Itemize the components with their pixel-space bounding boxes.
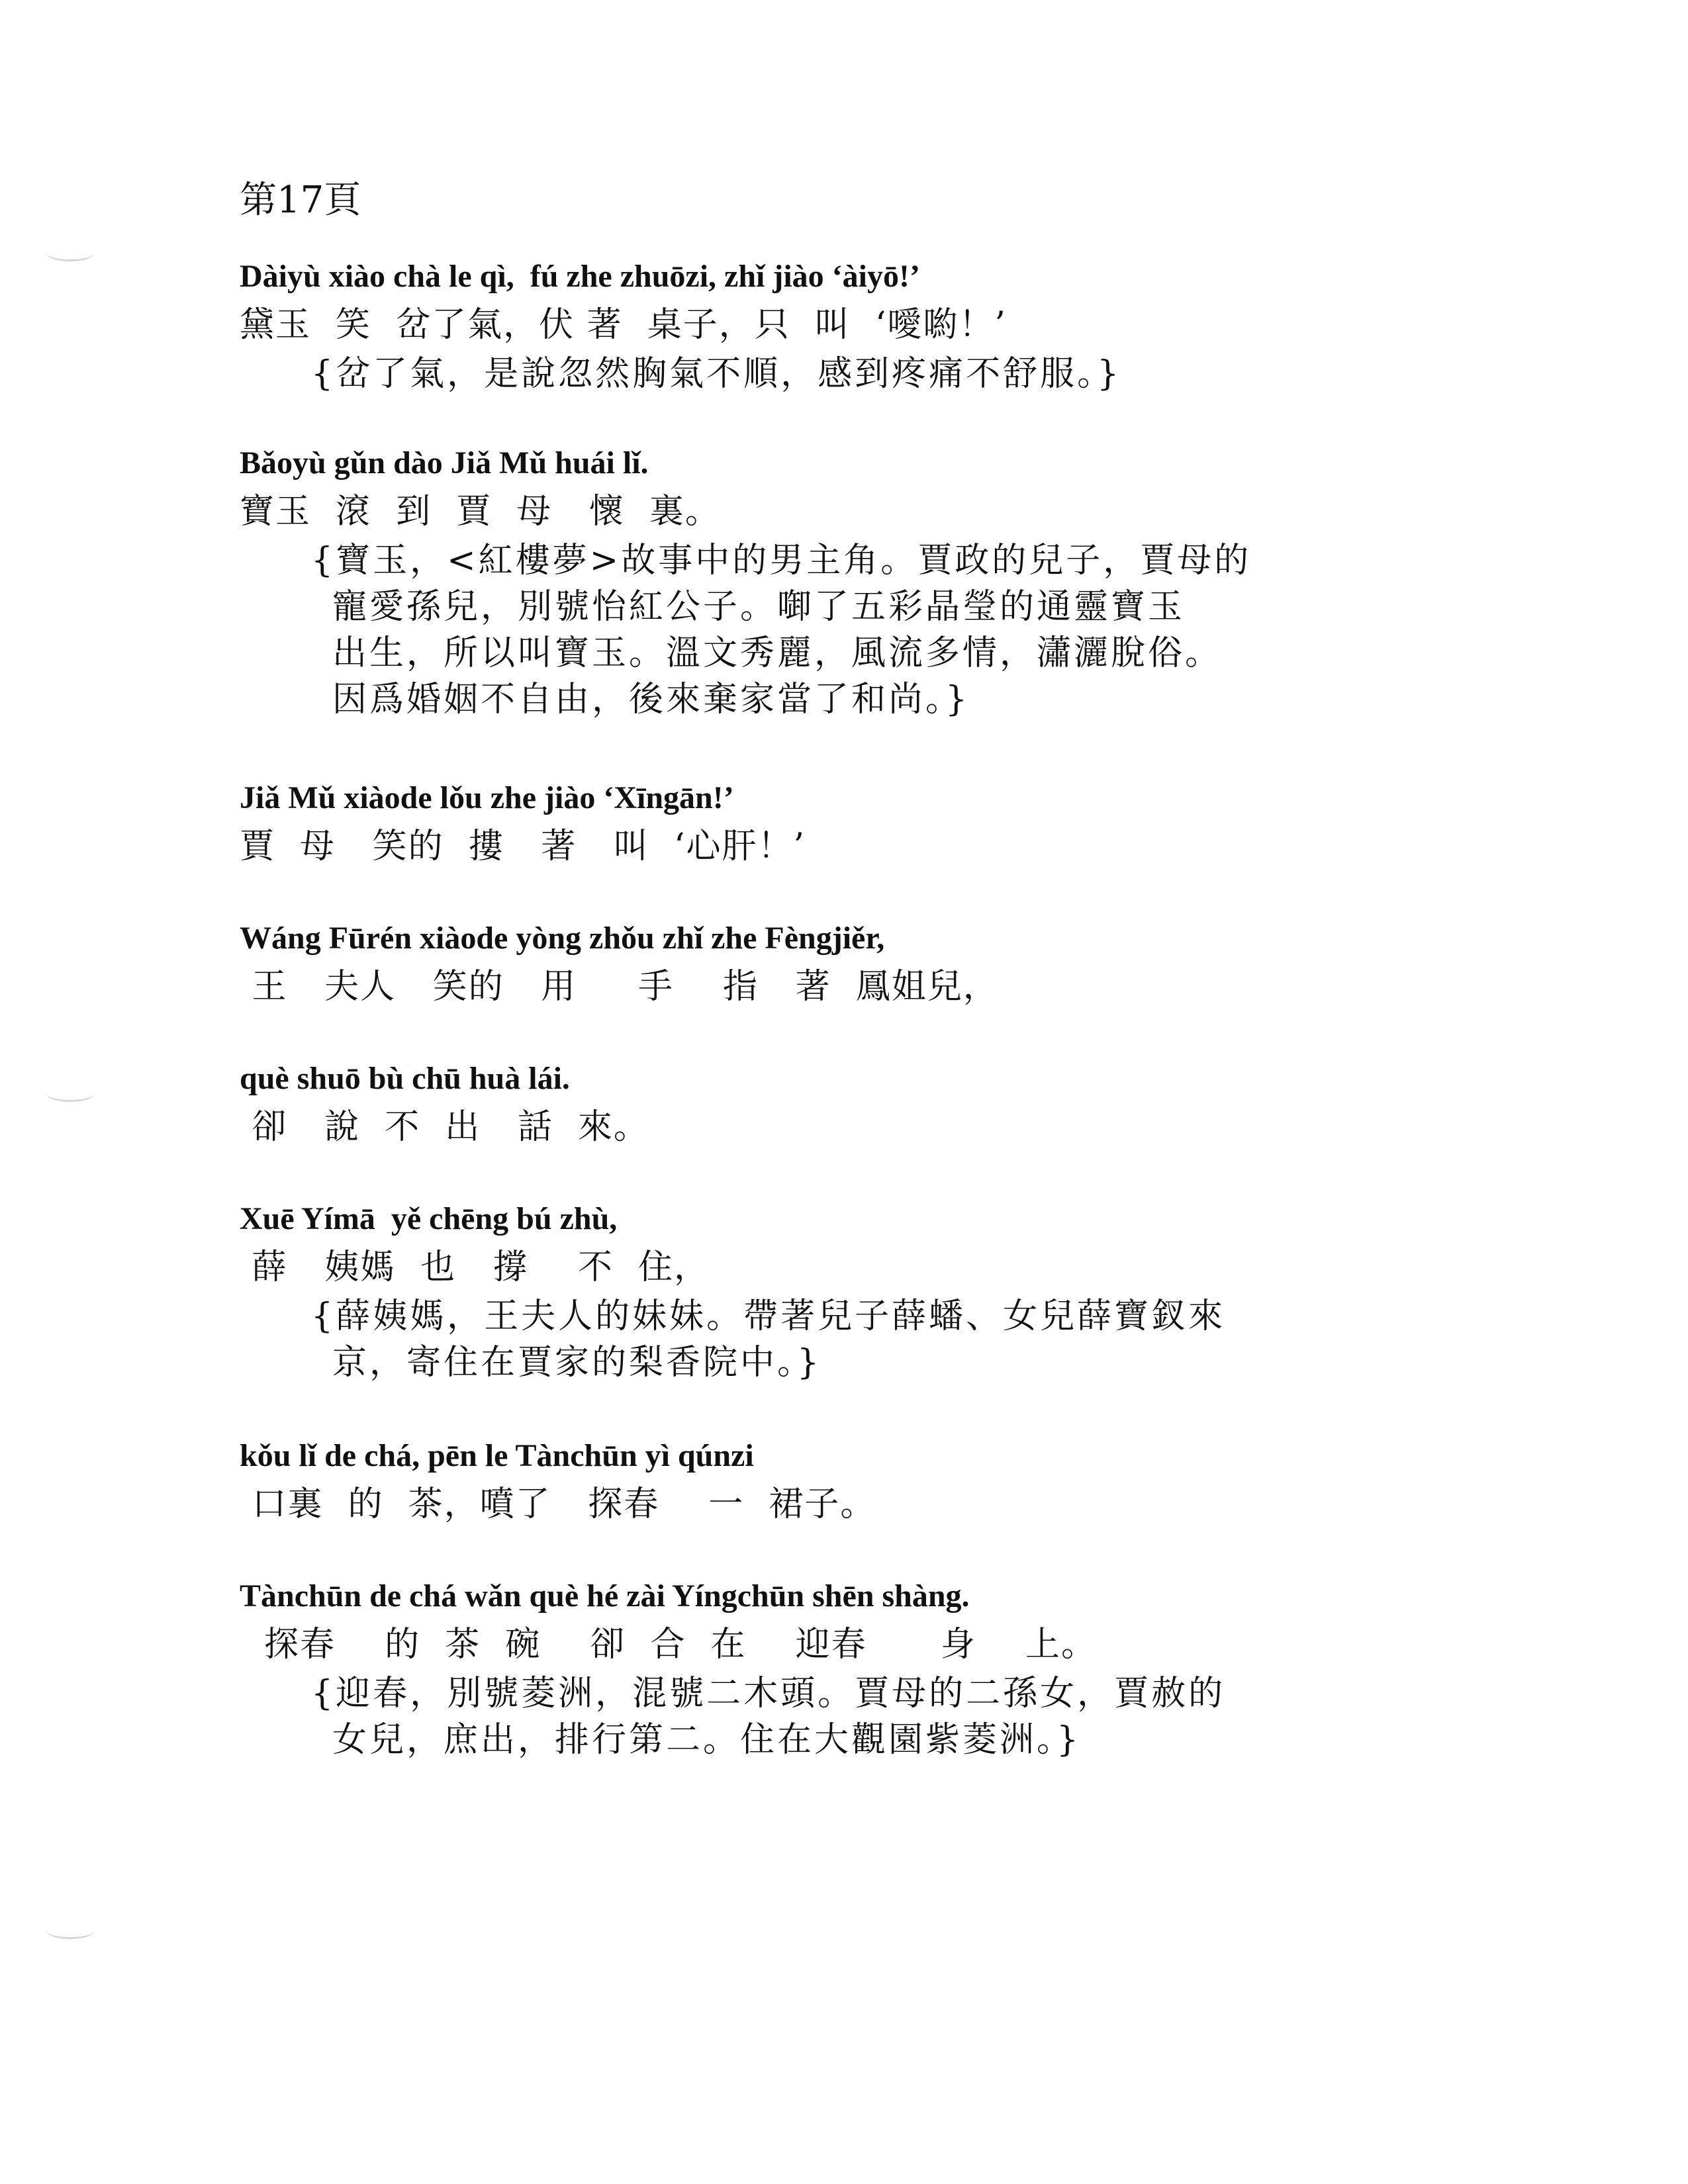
- annotation-line: 因爲婚姻不自由，後來棄家當了和尚。}: [332, 680, 970, 719]
- hanzi-line: 口裏 的 茶，噴了 探春 一 裙子。: [240, 1484, 876, 1524]
- annotation-line: {寶玉，<紅樓夢>故事中的男主角。賈政的兒子，賈母的: [311, 541, 1252, 580]
- pinyin-line: Dàiyù xiào chà le qì, fú zhe zhuōzi, zhǐ jiào ‘àiyō!’: [240, 259, 920, 294]
- pinyin-line: què shuō bù chū huà lái.: [240, 1061, 570, 1096]
- hanzi-line: 王 夫人 笑的 用 手 指 著 鳳姐兒，: [240, 967, 999, 1007]
- annotation-note: [311, 1293, 1450, 1386]
- pinyin-line: kǒu lǐ de chá, pēn le Tànchūn yì qúnzi: [240, 1438, 754, 1473]
- pinyin-line: Tànchūn de chá wǎn què hé zài Yíngchūn shēn shàng.: [240, 1578, 970, 1614]
- punch-hole-mark: [46, 245, 94, 261]
- annotation-line: {迎春，別號菱洲，混號二木頭。賈母的二孫女，賈赦的: [311, 1674, 1226, 1713]
- hanzi-line: 卻 說 不 出 話 來。: [240, 1107, 649, 1147]
- punch-hole-mark: [46, 1085, 94, 1102]
- annotation-line: {薛姨媽，王夫人的妹妹。帶著兒子薛蟠、女兒薛寶釵來: [311, 1297, 1226, 1336]
- pinyin-line: Xuē Yímā yě chēng bú zhù,: [240, 1201, 618, 1236]
- annotation-note: [311, 1670, 1450, 1763]
- annotation-note: [311, 351, 1450, 397]
- pinyin-line: Bǎoyù gǔn dào Jiǎ Mǔ huái lǐ.: [240, 445, 649, 480]
- annotation-line: 女兒，庶出，排行第二。住在大觀園紫菱洲。}: [332, 1720, 1082, 1760]
- annotation-line: 京，寄住在賈家的梨香院中。}: [332, 1343, 822, 1383]
- hanzi-line: 寶玉 滾 到 賈 母 懷 裏。: [240, 492, 721, 531]
- hanzi-line: 賈 母 笑的 摟 著 叫 ‘心肝！’: [240, 827, 806, 866]
- annotation-line: 出生，所以叫寶玉。溫文秀麗，風流多情，瀟灑脫俗。: [332, 633, 1223, 673]
- annotation-line: {岔了氣，是說忽然胸氣不順，感到疼痛不舒服。}: [311, 354, 1122, 394]
- pinyin-line: Wáng Fūrén xiàode yòng zhǒu zhǐ zhe Fèngjiěr,: [240, 921, 885, 956]
- annotation-line: 寵愛孫兒，別號怡紅公子。啣了五彩晶瑩的通靈寶玉: [332, 587, 1186, 627]
- hanzi-line: 黛玉 笑 岔了氣，伏 著 桌子，只 叫 ‘噯喲！’: [240, 305, 1007, 345]
- hanzi-line: 探春 的 茶 碗 卻 合 在 迎春 身 上。: [240, 1625, 1097, 1664]
- hanzi-line: 薛 姨媽 也 撐 不 住，: [240, 1248, 710, 1287]
- annotation-note: [311, 537, 1450, 723]
- pinyin-line: Jiǎ Mǔ xiàode lǒu zhe jiào ‘Xīngān!’: [240, 780, 734, 815]
- page-number: 第17頁: [240, 179, 361, 222]
- punch-hole-mark: [46, 1923, 94, 1939]
